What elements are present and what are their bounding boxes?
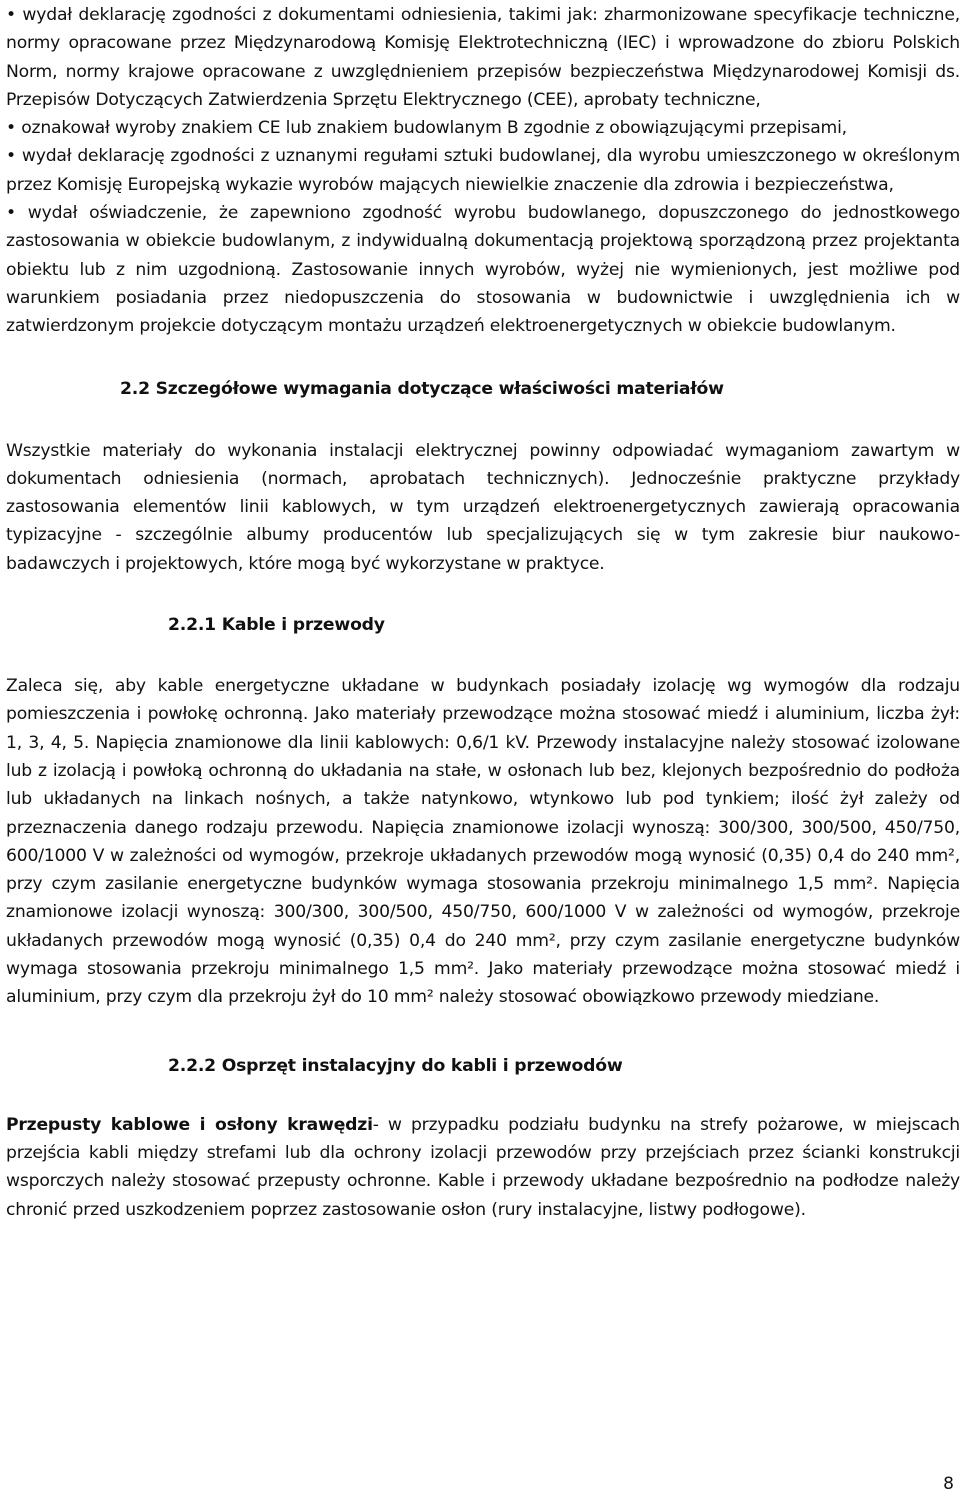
page-number: 8 [943,1474,954,1494]
section-2-2-2-text: - w przypadku podziału budynku na strefy pożarowe, w miejscach przejścia kabli między strefami lub dla ochrony izolacji przewodów przy przejściach przez ścianki konstrukcji wsporczych należy stosować przepusty ochronne. Kable i przewody układane bezpośrednio na podłodze należy chronić przed uszkodzeniem poprzez zastosowanie osłon (rury instalacyjne, listwy podłogowe). [6,1114,960,1220]
document-page [6,0,960,1224]
section-heading-2-2-1: 2.2.1 Kable i przewody [168,615,385,636]
bold-lead-term: Przepusty kablowe i osłony krawędzi [6,1114,373,1135]
section-2-2-paragraph: Wszystkie materiały do wykonania instalacji elektrycznej powinny odpowiadać wymaganiom zawartym w dokumentach odniesienia (normach, aprobatach technicznych). Jednocześnie praktyczne przykłady zastosowania elementów linii kablowych, w tym urządzeń elektroenergetycznych zawierają opracowania typizacyjne - szczególnie albumy producentów lub specjalizujących się w tym zakresie biur naukowo-badawczych i projektowych, które mogą być wykorzystane w praktyce. [6,440,960,574]
section-heading-2-2: 2.2 Szczegółowe wymagania dotyczące właściwości materiałów [120,378,724,399]
section-heading-2-2-2: 2.2.2 Osprzęt instalacyjny do kabli i przewodów [168,1055,623,1076]
section-2-2-2-paragraph [6,1111,960,1224]
bullet-item: • oznakował wyroby znakiem CE lub znakiem budowlanym B zgodnie z obowiązującymi przepisami, [6,114,960,142]
bullet-item: • wydał deklarację zgodności z uznanymi regułami sztuki budowlanej, dla wyrobu umieszczonego w określonym przez Komisję Europejską wykazie wyrobów mających niewielkie znaczenie dla zdrowia i bezpieczeństwa, [6,142,960,199]
section-2-2-1-paragraph: Zaleca się, aby kable energetyczne układane w budynkach posiadały izolację wg wymogów dla rodzaju pomieszczenia i powłokę ochronną. Jako materiały przewodzące można stosować miedź i aluminium, liczba żył: 1, 3, 4, 5. Napięcia znamionowe dla linii kablowych: 0,6/1 kV. Przewody instalacyjne należy stosować izolowane lub z izolacją i powłoką ochronną do układania na stałe, w osłonach lub bez, klejonych bezpośrednio do podłoża lub układanych na linkach nośnych, a także natynkowo, wtynkowo lub pod tynkiem; ilość żył zależy od przeznaczenia danego rodzaju przewodu. Napięcia znamionowe izolacji wynoszą: 300/300, 300/500, 450/750, 600/1000 V w zależności od wymogów, przekroje układanych przewodów mogą wynosić (0,35) 0,4 do 240 mm², przy czym zasilanie energetyczne budynków wymaga stosowania przekroju minimalnego 1,5 mm². Napięcia znamionowe izolacji wynoszą: 300/300, 300/500, 450/750, 600/1000 V w zależności od wymogów, przekroje układanych przewodów mogą wynosić (0,35) 0,4 do 240 mm², przy czym zasilanie energetyczne budynków wymaga stosowania przekroju minimalnego 1,5 mm². Jako materiały przewodzące można stosować miedź i aluminium, przy czym dla przekroju żył do 10 mm² należy stosować obowiązkowo przewody miedziane. [6,676,960,1008]
bullet-item: • wydał deklarację zgodności z dokumentami odniesienia, takimi jak: zharmonizowane specyfikacje techniczne, normy opracowane przez Międzynarodową Komisję Elektrotechniczną (IEC) i wprowadzone do zbioru Polskich Norm, normy krajowe opracowane z uwzględnieniem przepisów bezpieczeństwa Międzynarodowej Komisji ds. Przepisów Dotyczących Zatwierdzenia Sprzętu Elektrycznego (CEE), aprobaty techniczne, [6,1,960,114]
bullet-item: • wydał oświadczenie, że zapewniono zgodność wyrobu budowlanego, dopuszczonego do jednostkowego zastosowania w obiekcie budowlanym, z indywidualną dokumentacją projektową sporządzoną przez projektanta obiektu lub z nim uzgodnioną. Zastosowanie innych wyrobów, wyżej nie wymienionych, jest możliwe pod warunkiem posiadania przez niedopuszczenia do stosowania w budownictwie i uwzględnienia ich w zatwierdzonym projekcie dotyczącym montażu urządzeń elektroenergetycznych w obiekcie budowlanym. [6,199,960,340]
